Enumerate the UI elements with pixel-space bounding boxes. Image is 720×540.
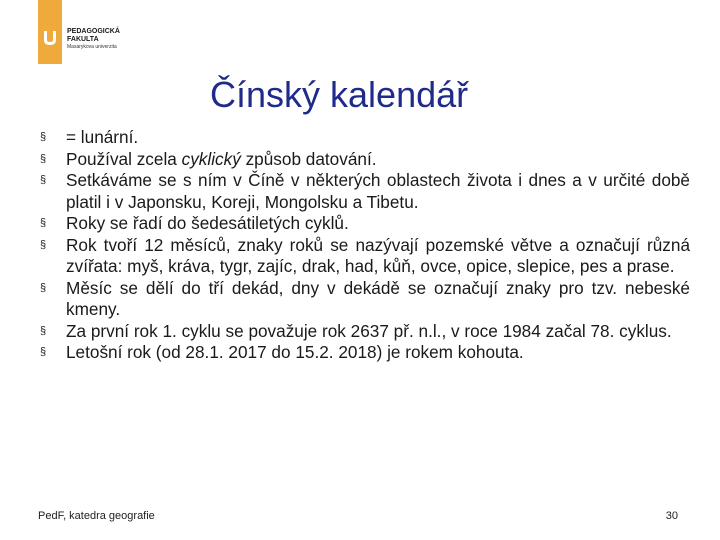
list-item-text: Rok tvoří 12 měsíců, znaky roků se nazývají pozemské větve a označují různá zvířata: myš, kráva, tygr, zajíc, drak, had, kůň, ovce, opice, slepice, pes a prase. (66, 234, 690, 276)
university-logo-icon (43, 30, 57, 46)
faculty-logo-bar (38, 0, 62, 64)
footer-text: PedF, katedra geografie (38, 510, 155, 522)
list-item (40, 127, 690, 149)
bullet-list (40, 127, 690, 364)
list-item (40, 170, 690, 213)
bullet-icon: § (40, 324, 47, 337)
bullet-icon: § (40, 152, 47, 165)
list-item-text: Setkáváme se s ním v Číně v některých oblastech života i dnes a v určité době platil i v Japonsku, Koreji, Mongolsku a Tibetu. (66, 170, 690, 212)
bullet-icon: § (40, 281, 47, 294)
logo-line-3: Masarykova univerzita (67, 44, 117, 50)
list-item-text: cyklický (181, 148, 241, 169)
list-item (40, 278, 690, 321)
bullet-icon: § (40, 238, 47, 251)
list-item (40, 235, 690, 278)
logo-line-1: PEDAGOGICKÁ (67, 28, 120, 35)
list-item (40, 321, 690, 343)
page-number: 30 (665, 510, 678, 522)
list-item-text: Za první rok 1. cyklu se považuje rok 2637 př. n.l., v roce 1984 začal 78. cyklus. (66, 320, 672, 341)
list-item-text: Měsíc se dělí do tří dekád, dny v dekádě se označují znaky pro tzv. nebeské kmeny. (66, 277, 690, 319)
faculty-logo-text (67, 28, 120, 51)
list-item (40, 213, 690, 235)
list-item-text: Letošní rok (od 28.1. 2017 do 15.2. 2018) je rokem kohouta. (66, 342, 524, 362)
bullet-icon: § (40, 217, 47, 229)
bullet-icon: § (40, 174, 47, 186)
list-item-text: způsob datování. (240, 148, 377, 169)
logo-line-2: FAKULTA (67, 36, 99, 43)
list-item-text: = lunární. (66, 127, 139, 147)
list-item-text: Roky se řadí do šedesátiletých cyklů. (66, 213, 349, 233)
list-item (40, 149, 690, 171)
bullet-icon: § (40, 131, 47, 143)
list-item (40, 342, 690, 364)
bullet-icon: § (40, 346, 47, 358)
slide-title: Čínský kalendář (210, 74, 469, 115)
list-item-text: Používal zcela (66, 148, 182, 169)
